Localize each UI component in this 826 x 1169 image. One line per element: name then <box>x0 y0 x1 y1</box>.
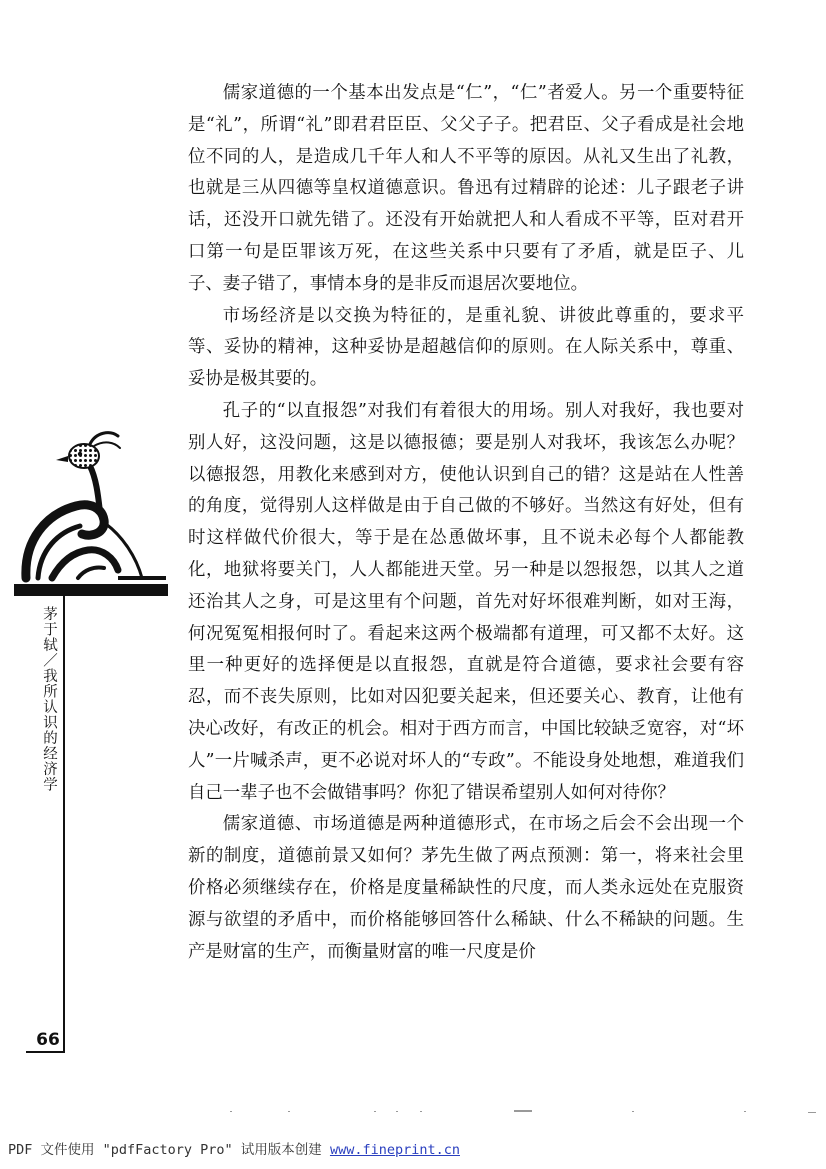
sidebar-rule-vertical <box>63 596 65 1052</box>
paragraph-1: 儒家道德的一个基本出发点是“仁”，“仁”者爱人。另一个重要特征是“礼”，所谓“礼”即君君臣臣、父父子子。把君臣、父子看成是社会地位不同的人，是造成几千年人和人不平等的原因。从礼又生出了礼教，也就是三从四德等皇权道德意识。鲁迅有过精辟的论述：儿子跟老子讲话，还没开口就先错了。还没有开始就把人和人看成不平等，臣对君开口第一句是臣罪该万死，在这些关系中只要有了矛盾，就是臣子、儿子、妻子错了，事情本身的是非反而退居次要地位。 <box>188 83 744 294</box>
paragraph-2: 市场经济是以交换为特征的，是重礼貌、讲彼此尊重的，要求平等、妥协的精神，这种妥协是超越信仰的原则。在人际关系中，尊重、妥协是极其要的。 <box>188 305 744 390</box>
page-number-rule <box>26 1051 65 1053</box>
pdf-footer <box>8 1138 708 1158</box>
paragraph-3: 孔子的“以直报怨”对我们有着很大的用场。别人对我好，我也要对别人好，这没问题，这是以德报德；要是别人对我坏，我该怎么办呢？以德报怨，用教化来感到对方，使他认识到自己的错？这是站在人性善的角度，觉得别人这样做是由于自己做的不够好。当然这有好处，但有时这样做代价很大，等于是在怂恿做坏事，且不说未必每个人都能教化，地狱将要关门，人人都能进天堂。另一种是以怨报怨，以其人之道还治其人之身，可是这里有个问题，首先对好坏很难判断，如对王海，何况冤冤相报何时了。看起来这两个极端都有道理，可又都不太好。这里一种更好的选择便是以直报怨，直就是符合道德，要求社会要有容忍，而不丧失原则，比如对囚犯要关起来，但还要关心、教育，让他有决心改好，有改正的机会。相对于西方而言，中国比较缺乏宽容，对“坏人”一片喊杀声，更不必说对坏人的“专政”。不能设身处地想，难道我们自己一辈子也不会做错事吗？你犯了错误希望别人如何对待你？ <box>188 400 744 803</box>
fineprint-link[interactable]: www.fineprint.cn <box>329 1142 460 1158</box>
scan-artifacts <box>0 1108 826 1116</box>
paragraph-4: 儒家道德、市场道德是两种道德形式，在市场之后会不会出现一个新的制度，道德前景又如何？茅先生做了两点预测：第一，将来社会里价格必须继续存在，价格是度量稀缺性的尺度，而人类永远处在克服资源与欲望的矛盾中，而价格能够回答什么稀缺、什么不稀缺的问题。生产是财富的生产，而衡量财富的唯一尺度是价 <box>188 814 744 962</box>
body-text <box>188 78 744 968</box>
book-title-vertical: 茅于轼／我所认识的经济学 <box>41 606 57 792</box>
sidebar-rule-horizontal <box>14 584 168 596</box>
bird-ornament-icon <box>18 428 168 588</box>
page-number: 66 <box>36 1030 60 1050</box>
footer-text: PDF 文件使用 "pdfFactory Pro" 试用版本创建 <box>8 1142 330 1158</box>
